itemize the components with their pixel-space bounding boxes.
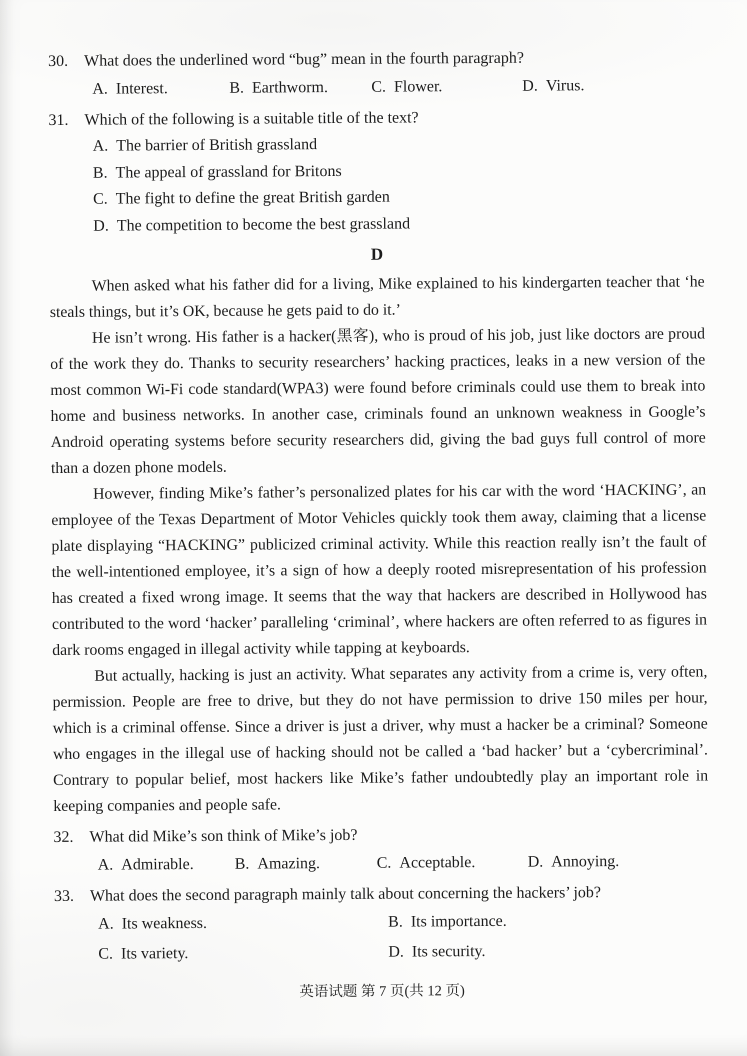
passage-paragraph-1: When asked what his father did for a living, Mike explained to his kindergarten teacher that ‘he steals things, but it’s OK, because he gets paid to do it.’: [49, 273, 705, 321]
question-number: 30.: [48, 52, 69, 70]
option-b: [388, 905, 709, 937]
option-text: Amazing.: [257, 855, 321, 873]
passage-paragraph-2: He isn’t wrong. His father is a hacker(黑客), who is proud of his job, just like doctors are proud of the work they do. Thanks to security researchers’ hacking practices, leaks in a new version of the most common Wi-Fi code standard(WPA3) were found before criminals could use them to break into home and business networks. In another case, criminals found an unknown weakness in Google’s Android operating systems before security researchers did, giving the bad guys full control of more than a dozen phone models.: [50, 325, 706, 477]
option-label: B.: [388, 913, 403, 931]
question-31-stem-line: [48, 102, 703, 134]
question-stem: What did Mike’s son think of Mike’s job?: [89, 826, 358, 846]
option-text: Flower.: [393, 78, 443, 96]
option-label: B.: [229, 79, 245, 97]
option-d: [528, 846, 709, 876]
option-text: Its variety.: [120, 945, 189, 963]
option-text: Admirable.: [121, 856, 194, 874]
question-32: [53, 819, 708, 880]
question-33: [54, 878, 710, 970]
option-c: [371, 72, 522, 102]
option-label: C.: [98, 945, 114, 963]
option-text: Virus.: [545, 77, 585, 95]
option-text: Acceptable.: [399, 854, 476, 872]
question-31: [48, 102, 704, 240]
question-30-options: [92, 70, 703, 103]
option-label: C.: [371, 78, 387, 96]
option-label: A.: [97, 856, 114, 874]
option-label: D.: [527, 853, 544, 871]
option-label: A.: [98, 915, 114, 933]
question-32-options: [98, 846, 709, 879]
option-a: [98, 850, 235, 880]
option-c: [377, 848, 528, 878]
option-text: Interest.: [115, 80, 168, 98]
option-d: [93, 209, 704, 240]
question-31-options: [93, 129, 705, 239]
passage-paragraph-3: However, finding Mike’s father’s personalized plates for his car with the word ‘HACKING’, an employee of the Texas Department of Motor Vehicles quickly took them away, claiming that a license plate displaying “HACKING” publicized criminal activity. While this reaction really isn’t the fault of the well-intentioned employee, it’s a sign of how a deeply rooted misrepresentation of his profession has created a fixed wrong image. It seems that the way that hackers are described in Hollywood has contributed to the word ‘hacker’ paralleling ‘criminal’, where hackers are often referred to as figures in dark rooms engaged in illegal activity while tapping at keyboards.: [51, 481, 708, 659]
option-label: B.: [234, 855, 250, 873]
option-label: B.: [92, 164, 108, 182]
passage-section-label: D: [370, 244, 384, 264]
option-a: [92, 74, 229, 104]
question-number: 31.: [48, 111, 69, 129]
passage-paragraph-4: But actually, hacking is just an activity. What separates any activity from a crime is, very often, permission. People are free to drive, but they do not have permission to drive 150 miles per hour, which is a criminal offense. Since a driver is just a driver, why must a hacker be a criminal? Someone who engages in the illegal use of hacking should not be called a ‘bad hacker’ but a ‘cybercriminal’. Contrary to popular belief, most hackers like Mike’s father undoubtedly play an important role in keeping companies and people safe.: [52, 663, 709, 815]
option-text: The appeal of grassland for Britons: [115, 162, 342, 182]
option-label: A.: [92, 137, 109, 155]
option-a: [98, 908, 388, 940]
option-label: C.: [92, 190, 108, 208]
option-label: C.: [376, 854, 392, 872]
question-30: [48, 43, 703, 104]
option-d: [388, 935, 709, 967]
question-stem: What does the second paragraph mainly talk about concerning the hackers’ job?: [89, 884, 602, 905]
option-text: Its security.: [411, 942, 486, 961]
question-stem: What does the underlined word “bug” mean in the fourth paragraph?: [84, 49, 524, 70]
question-number: 32.: [53, 828, 74, 846]
option-label: D.: [93, 217, 109, 235]
option-text: Annoying.: [551, 853, 620, 871]
option-text: The fight to define the great British garden: [115, 188, 390, 208]
option-text: The competition to become the best grassland: [116, 214, 411, 235]
question-number: 33.: [53, 887, 74, 905]
option-b: [235, 849, 377, 879]
option-text: Earthworm.: [251, 79, 328, 97]
option-text: Its importance.: [410, 912, 507, 931]
option-b: [229, 73, 371, 103]
page-footer: 英语试题 第 7 页(共 12 页): [299, 983, 465, 1001]
option-d: [522, 70, 703, 100]
option-label: D.: [522, 77, 538, 95]
option-c: [98, 938, 388, 970]
option-text: Its weakness.: [121, 914, 208, 933]
question-33-options: [98, 905, 709, 969]
option-text: The barrier of British grassland: [116, 136, 318, 155]
question-stem: Which of the following is a suitable title of the text?: [84, 109, 419, 129]
option-label: A.: [92, 80, 108, 98]
page-content: [48, 43, 710, 1004]
option-label: D.: [388, 943, 404, 961]
